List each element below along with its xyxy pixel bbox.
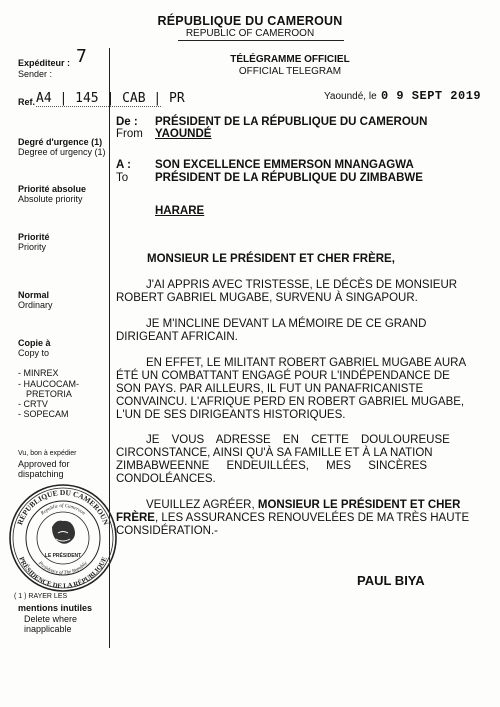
date-stamp: 0 9 SEPT 2019 — [381, 89, 482, 103]
normal-fr: Normal — [18, 290, 50, 300]
paragraph-2-line-2: DIRIGEANT AFRICAIN. — [116, 331, 238, 343]
copy-to-en: Copy to — [18, 348, 50, 358]
normal-en: Ordinary — [18, 300, 53, 310]
from-line-1: PRÉSIDENT DE LA RÉPUBLIQUE DU CAMEROUN — [155, 116, 428, 128]
to-label-fr: A : — [116, 159, 131, 171]
ref-underline — [36, 106, 161, 107]
svg-text:Presidency of The Republic — [36, 560, 89, 576]
paragraph-4-line-3: ZIMBABWEENNE ENDEUILLÉES, MES SINCÈRES — [116, 460, 428, 472]
from-line-2: YAOUNDÉ — [155, 128, 212, 140]
paragraph-4-line-2: CIRCONSTANCE, AINSI QU'À SA FAMILLE ET À LA NATION — [116, 447, 433, 459]
closing-address: MONSIEUR LE PRÉSIDENT ET CHER — [257, 499, 461, 511]
to-line-2: PRÉSIDENT DE LA RÉPUBLIQUE DU ZIMBABWE — [155, 172, 423, 184]
paragraph-3-line-4: CONVAINCU. L'AFRIQUE PERD EN ROBERT GABRIEL MUGABE, — [116, 396, 465, 408]
copy-item-haucocam: - HAUCOCAM- — [18, 379, 79, 389]
svg-text:Republic of Cameroon — [40, 504, 86, 517]
stamp-center-text: LE PRÉSIDENT — [44, 553, 82, 559]
seal-emblem-icon — [52, 521, 75, 544]
salutation: MONSIEUR LE PRÉSIDENT ET CHER FRÈRE, — [147, 253, 395, 265]
to-label-en: To — [116, 172, 129, 184]
copy-item-minrex: - MINREX — [18, 368, 59, 378]
footnote-line-4: inapplicable — [24, 624, 72, 634]
copy-item-crtv: - CRTV — [18, 399, 48, 409]
paragraph-4-line-1: JE VOUS ADRESSE EN CETTE DOULOUREUSE — [146, 434, 450, 446]
closing-address-cont: FRÈRE — [116, 512, 155, 524]
footnote-line-2: mentions inutiles — [18, 603, 93, 613]
dispatch-en-2: dispatching — [18, 469, 64, 479]
destination-city: HARARE — [155, 205, 205, 217]
paragraph-3-line-5: L'UN DE SES DIRIGEANTS HISTORIQUES. — [116, 409, 346, 421]
absolute-priority-fr: Priorité absolue — [18, 184, 87, 194]
closing-lead: VEUILLEZ AGRÉER, — [146, 499, 258, 511]
paragraph-3-line-1: EN EFFET, LE MILITANT ROBERT GABRIEL MUGABE AURA — [146, 357, 467, 369]
urgency-label-en: Degree of urgency (1) — [18, 147, 106, 157]
paragraph-1-line-1: J'AI APPRIS AVEC TRISTESSE, LE DÉCÈS DE MONSIEUR — [146, 279, 458, 291]
to-line-1: SON EXCELLENCE EMMERSON MNANGAGWA — [155, 159, 414, 171]
from-label-fr: De : — [116, 116, 138, 128]
paragraph-5-line-1 — [146, 499, 460, 512]
stamp-outer-bottom: PRÉSIDENCE DE LA RÉPUBLIQUE — [17, 555, 109, 591]
ref-value: A4 | 145 | CAB | PR — [36, 91, 185, 106]
republic-title-fr: RÉPUBLIQUE DU CAMEROUN — [157, 14, 343, 28]
footnote-line-3: Delete where — [24, 614, 78, 624]
paragraph-3-line-2: ÉTÉ UN COMBATTANT ENGAGÉ POUR L'INDÉPENDANCE DE — [116, 370, 450, 382]
paragraph-5-line-3: CONSIDÉRATION.- — [116, 525, 219, 537]
date-prefix: Yaoundé, le — [324, 91, 377, 102]
from-label-en: From — [116, 128, 143, 140]
sender-label-fr: Expéditeur : — [18, 58, 71, 68]
ref-label: Ref. — [18, 97, 36, 107]
copy-item-pretoria: PRETORIA — [26, 389, 72, 399]
urgency-label-fr: Degré d'urgence (1) — [18, 137, 103, 147]
priority-en: Priority — [18, 242, 47, 252]
stamp-inner-top: Republic of Cameroon — [40, 503, 86, 517]
absolute-priority-en: Absolute priority — [18, 194, 83, 204]
sender-value: 7 — [76, 46, 87, 67]
stamp-outer-top: RÉPUBLIQUE DU CAMEROUN — [15, 487, 111, 527]
copy-to-fr: Copie à — [18, 338, 51, 348]
paragraph-1-line-2: ROBERT GABRIEL MUGABE, SURVENU À SINGAPOUR. — [116, 292, 418, 304]
signature-name: PAUL BIYA — [357, 573, 425, 588]
paragraph-2-line-1: JE M'INCLINE DEVANT LA MÉMOIRE DE CE GRAND — [146, 318, 427, 330]
paragraph-5-line-2 — [116, 512, 469, 525]
presidency-seal-stamp — [8, 483, 118, 593]
header-divider — [178, 40, 344, 41]
dispatch-en-1: Approved for — [18, 459, 70, 469]
stamp-inner-bottom: Presidency of The Republic — [37, 561, 89, 577]
copy-item-sopecam: - SOPECAM — [18, 409, 69, 419]
telegram-title-fr: TÉLÉGRAMME OFFICIEL — [230, 54, 350, 65]
telegram-title-en: OFFICIAL TELEGRAM — [238, 66, 342, 77]
republic-title-en: REPUBLIC OF CAMEROON — [185, 28, 315, 39]
paragraph-3-line-3: SON PAYS. PAR AILLEURS, IL FUT UN PANAFRICANISTE — [116, 383, 424, 395]
priority-fr: Priorité — [18, 232, 50, 242]
sender-label-en: Sender : — [18, 69, 53, 79]
closing-text: , LES ASSURANCES RENOUVELÉES DE MA TRÈS HAUTE — [154, 512, 470, 524]
paragraph-4-line-4: CONDOLÉANCES. — [116, 473, 216, 485]
footnote-line-1: ( 1 ) RAYER LES — [14, 593, 68, 600]
dispatch-fr: Vu, bon à expédier — [18, 450, 77, 457]
